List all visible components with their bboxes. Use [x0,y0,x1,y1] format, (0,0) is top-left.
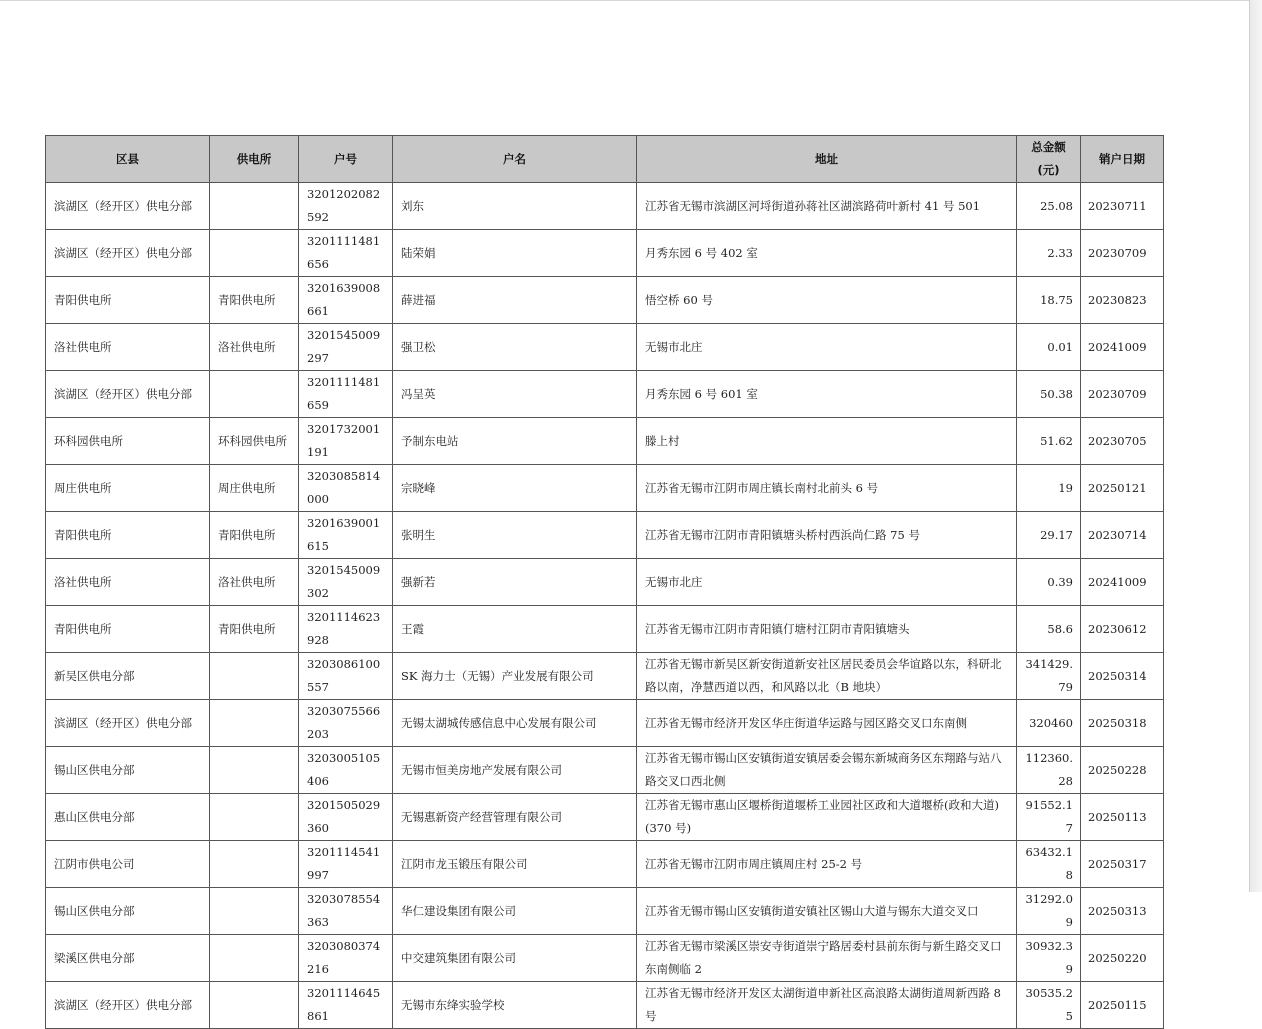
table-row [46,183,1164,230]
header-account-no: 户号 [299,136,393,183]
cell-account-name: SK 海力士（无锡）产业发展有限公司 [393,653,637,700]
cell-station [210,794,299,841]
header-total-amount [1017,136,1081,183]
cell-address: 江苏省无锡市新吴区新安街道新安社区居民委员会华谊路以东，科研北路以南，净慧西道以西，和风路以北（B 地块） [637,653,1017,700]
header-account-name: 户名 [393,136,637,183]
cell-account-name: 无锡惠新资产经营管理有限公司 [393,794,637,841]
cell-address: 滕上村 [637,418,1017,465]
cell-account-name: 江阴市龙玉锻压有限公司 [393,841,637,888]
cell-close-date: 20250317 [1081,841,1164,888]
cell-total-amount: 320460 [1017,700,1081,747]
cell-total-amount: 25.08 [1017,183,1081,230]
cell-close-date: 20230823 [1081,277,1164,324]
table-row [46,888,1164,935]
cell-district: 滨湖区（经开区）供电分部 [46,982,210,1029]
cell-total-amount: 18.75 [1017,277,1081,324]
cell-close-date: 20241009 [1081,324,1164,371]
cell-address: 月秀东园 6 号 402 室 [637,230,1017,277]
cell-account-name: 王霞 [393,606,637,653]
cell-account-name: 中交建筑集团有限公司 [393,935,637,982]
cell-total-amount: 30535.25 [1017,982,1081,1029]
cell-account-name: 予制东电站 [393,418,637,465]
cell-district: 江阴市供电公司 [46,841,210,888]
table-row [46,841,1164,888]
cell-station: 青阳供电所 [210,606,299,653]
cell-address: 无锡市北庄 [637,559,1017,606]
cell-account-name: 强新若 [393,559,637,606]
cell-close-date: 20230711 [1081,183,1164,230]
cell-address: 江苏省无锡市锡山区安镇街道安镇居委会锡东新城商务区东翔路与站八路交叉口西北侧 [637,747,1017,794]
cell-close-date: 20250314 [1081,653,1164,700]
cell-district: 锡山区供电分部 [46,747,210,794]
cell-address: 江苏省无锡市江阴市周庄镇长南村北前头 6 号 [637,465,1017,512]
cell-close-date: 20250220 [1081,935,1164,982]
cell-total-amount: 51.62 [1017,418,1081,465]
cell-close-date: 20250121 [1081,465,1164,512]
cell-close-date: 20250228 [1081,747,1164,794]
cell-district: 滨湖区（经开区）供电分部 [46,700,210,747]
closed-accounts-table [45,135,1164,1029]
cell-account-name: 无锡太湖城传感信息中心发展有限公司 [393,700,637,747]
table-row [46,653,1164,700]
cell-account-name: 陆荣娟 [393,230,637,277]
cell-station [210,888,299,935]
cell-close-date: 20230714 [1081,512,1164,559]
cell-district: 周庄供电所 [46,465,210,512]
cell-address: 无锡市北庄 [637,324,1017,371]
cell-address: 江苏省无锡市江阴市周庄镇周庄村 25-2 号 [637,841,1017,888]
cell-account-name: 无锡市恒美房地产发展有限公司 [393,747,637,794]
cell-district: 青阳供电所 [46,606,210,653]
cell-total-amount: 0.01 [1017,324,1081,371]
cell-district: 新吴区供电分部 [46,653,210,700]
cell-close-date: 20241009 [1081,559,1164,606]
cell-address: 江苏省无锡市江阴市青阳镇仃塘村江阴市青阳镇塘头 [637,606,1017,653]
cell-account-no: 3201505029360 [299,794,393,841]
cell-address: 江苏省无锡市经济开发区太湖街道申新社区高浪路太湖街道周新西路 8 号 [637,982,1017,1029]
cell-total-amount: 0.39 [1017,559,1081,606]
cell-total-amount: 58.6 [1017,606,1081,653]
header-district: 区县 [46,136,210,183]
header-close-date: 销户日期 [1081,136,1164,183]
cell-address: 江苏省无锡市经济开发区华庄街道华运路与园区路交叉口东南侧 [637,700,1017,747]
cell-address: 江苏省无锡市锡山区安镇街道安镇社区锡山大道与锡东大道交叉口 [637,888,1017,935]
cell-account-name: 宗晓峰 [393,465,637,512]
cell-close-date: 20230612 [1081,606,1164,653]
cell-total-amount: 63432.18 [1017,841,1081,888]
table-row [46,418,1164,465]
cell-station [210,982,299,1029]
cell-account-name: 强卫松 [393,324,637,371]
table-row [46,747,1164,794]
cell-account-no: 3201114645861 [299,982,393,1029]
cell-station [210,183,299,230]
table-body [46,183,1164,1029]
cell-station: 环科园供电所 [210,418,299,465]
cell-station [210,700,299,747]
cell-station [210,841,299,888]
cell-station: 洛社供电所 [210,559,299,606]
table-row [46,512,1164,559]
cell-district: 青阳供电所 [46,512,210,559]
cell-district: 锡山区供电分部 [46,888,210,935]
cell-district: 环科园供电所 [46,418,210,465]
cell-account-no: 3201545009302 [299,559,393,606]
cell-account-no: 3201114541997 [299,841,393,888]
cell-station [210,747,299,794]
cell-account-no: 3201202082592 [299,183,393,230]
cell-total-amount: 29.17 [1017,512,1081,559]
cell-account-no: 3201639008661 [299,277,393,324]
cell-account-name: 张明生 [393,512,637,559]
cell-account-no: 3203078554363 [299,888,393,935]
cell-station [210,653,299,700]
cell-account-name: 刘东 [393,183,637,230]
cell-station: 青阳供电所 [210,277,299,324]
cell-district: 滨湖区（经开区）供电分部 [46,371,210,418]
cell-station [210,935,299,982]
cell-station: 青阳供电所 [210,512,299,559]
cell-account-no: 3203086100557 [299,653,393,700]
cell-total-amount: 112360.28 [1017,747,1081,794]
cell-close-date: 20250113 [1081,794,1164,841]
cell-address: 悟空桥 60 号 [637,277,1017,324]
cell-account-no: 3201114623928 [299,606,393,653]
cell-district: 洛社供电所 [46,324,210,371]
table-row [46,935,1164,982]
table-row [46,465,1164,512]
table-row [46,559,1164,606]
cell-account-name: 冯呈英 [393,371,637,418]
cell-account-no: 3201639001615 [299,512,393,559]
cell-address: 月秀东园 6 号 601 室 [637,371,1017,418]
cell-account-no: 3203080374216 [299,935,393,982]
cell-account-no: 3203005105406 [299,747,393,794]
cell-district: 惠山区供电分部 [46,794,210,841]
cell-total-amount: 31292.09 [1017,888,1081,935]
cell-total-amount: 30932.39 [1017,935,1081,982]
cell-close-date: 20250313 [1081,888,1164,935]
cell-account-name: 华仁建设集团有限公司 [393,888,637,935]
table-row [46,230,1164,277]
cell-address: 江苏省无锡市滨湖区河埒街道孙蒋社区湖滨路荷叶新村 41 号 501 [637,183,1017,230]
header-address: 地址 [637,136,1017,183]
table-header-row [46,136,1164,183]
cell-account-name: 薛进福 [393,277,637,324]
cell-account-name: 无锡市东绛实验学校 [393,982,637,1029]
cell-station: 周庄供电所 [210,465,299,512]
cell-close-date: 20230709 [1081,230,1164,277]
cell-close-date: 20230705 [1081,418,1164,465]
cell-district: 青阳供电所 [46,277,210,324]
table-row [46,606,1164,653]
cell-close-date: 20230709 [1081,371,1164,418]
cell-total-amount: 91552.17 [1017,794,1081,841]
cell-total-amount: 19 [1017,465,1081,512]
cell-total-amount: 50.38 [1017,371,1081,418]
cell-account-no: 3201732001191 [299,418,393,465]
cell-district: 滨湖区（经开区）供电分部 [46,183,210,230]
cell-account-no: 3203075566203 [299,700,393,747]
header-total-label: 总金额 [1031,140,1066,154]
cell-address: 江苏省无锡市惠山区堰桥街道堰桥工业园社区政和大道堰桥(政和大道)(370 号) [637,794,1017,841]
cell-account-no: 3201545009297 [299,324,393,371]
header-station: 供电所 [210,136,299,183]
cell-close-date: 20250115 [1081,982,1164,1029]
cell-station [210,230,299,277]
table-row [46,700,1164,747]
cell-address: 江苏省无锡市梁溪区崇安寺街道崇宁路居委村县前东街与新生路交叉口东南侧临 2 [637,935,1017,982]
table-row [46,324,1164,371]
header-total-unit: (元) [1037,163,1060,177]
cell-district: 洛社供电所 [46,559,210,606]
cell-station: 洛社供电所 [210,324,299,371]
cell-station [210,371,299,418]
page-top-edge [0,0,1262,1]
cell-close-date: 20250318 [1081,700,1164,747]
table-row [46,371,1164,418]
cell-account-no: 3203085814000 [299,465,393,512]
table-row [46,794,1164,841]
page-right-edge [1249,0,1262,892]
cell-account-no: 3201111481656 [299,230,393,277]
cell-district: 滨湖区（经开区）供电分部 [46,230,210,277]
cell-total-amount: 2.33 [1017,230,1081,277]
cell-district: 梁溪区供电分部 [46,935,210,982]
cell-total-amount: 341429.79 [1017,653,1081,700]
table-row [46,277,1164,324]
cell-address: 江苏省无锡市江阴市青阳镇塘头桥村西浜尚仁路 75 号 [637,512,1017,559]
table-row [46,982,1164,1029]
cell-account-no: 3201111481659 [299,371,393,418]
